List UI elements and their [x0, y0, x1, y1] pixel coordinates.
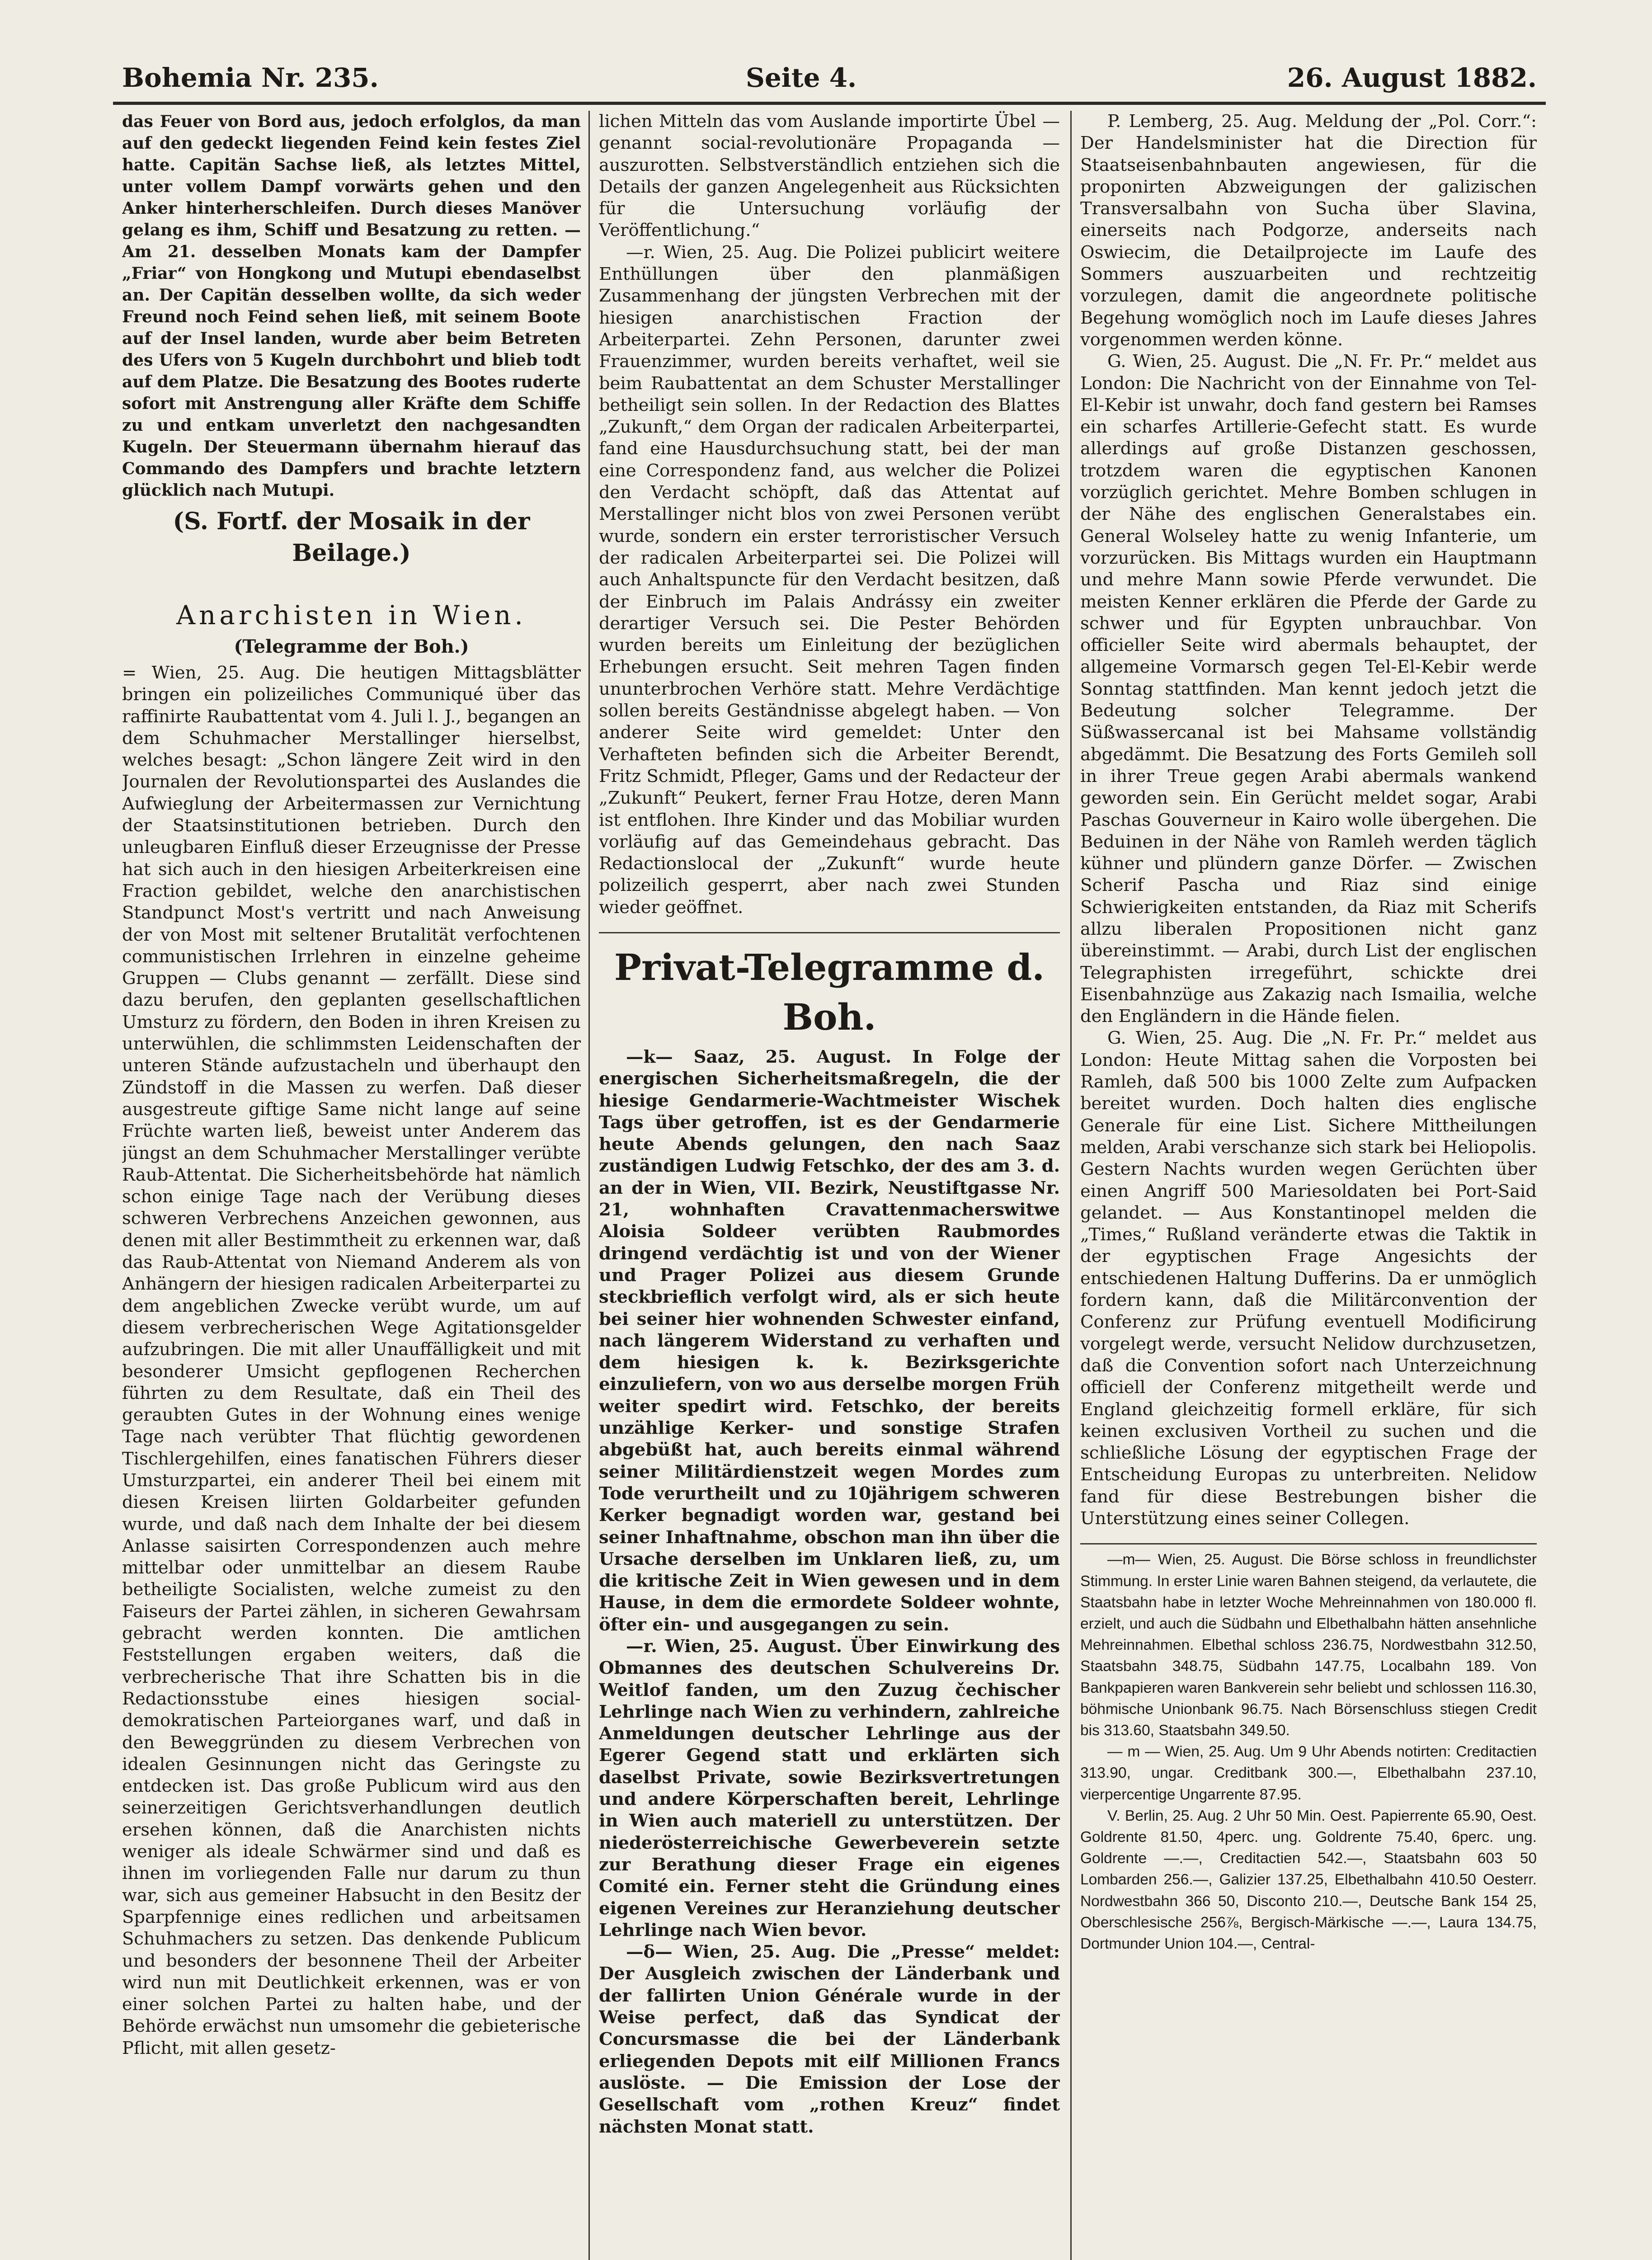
masthead	[113, 59, 1546, 99]
column-2	[599, 111, 1060, 2260]
stock-report-vienna: —m— Wien, 25. August. Die Börse schloss in freundlichster Stimmung. In erster Linie waren Bahnen steigend, da verlautete, die Staatsbahn habe in letzter Woche Mehreinnahmen von 180.000 fl. erzielt, und auch die Südbahn und Elbethalbahn hätten ansehnliche Mehreinnahmen. Elbethal schloss 236.75, Nordwestbahn 312.50, Staatsbahn 348.75, Südbahn 147.75, Localbahn 189. Von Bankpapieren waren Bankverein sehr beliebt und schlossen 116.30, böhmische Unionbank 96.75. Nach Börsenschluss stiegen Credit bis 313.60, Staatsbahn 349.50.	[1080, 1551, 1537, 1739]
column-divider	[588, 111, 590, 2260]
issue-date: 26. August 1882.	[1287, 62, 1537, 93]
stock-report-vienna-evening: — m — Wien, 25. Aug. Um 9 Uhr Abends notirten: Creditactien 313.90, ungar. Creditbank 300.—, Elbethalbahn 237.10, vierpercentige Ungarrente 87.95.	[1080, 1743, 1537, 1803]
newspaper-page	[113, 59, 1546, 2260]
article-vienna-london-1: G. Wien, 25. August. Die „N. Fr. Pr.“ meldet aus London: Die Nachricht von der Einnahme von Tel-El-Kebir ist unwahr, doch fand gestern bei Ramses ein scharfes Artillerie-Gefecht statt. Es wurde allerdings auf große Distanzen geschossen, trotzdem waren die egyptischen Kanonen vorzüglich gerichtet. Mehre Bomben schlugen in der Nähe des englischen Generalstabes ein. General Wolseley hatte zu wenig Infanterie, um vorzurücken. Bis Mittags wurden ein Hauptmann und mehre Mann sowie Pferde verwundet. Die meisten Kenner erklären die Pferde der Garde zu schwer und für Egypten unbrauchbar. Von officieller Seite wird abermals behauptet, der allgemeine Vormarsch gegen Tel-El-Kebir werde Sonntag stattfinden. Man kennt jedoch jetzt die Bedeutung solcher Telegramme. Der Süßwassercanal ist bei Mahsame vollständig abgedämmt. Die Besatzung des Forts Gemileh soll in ihrer Treue gegen Arabi abermals wankend geworden sein. Ein Gerücht meldet sogar, Arabi Paschas Gouverneur in Kairo wolle übergehen. Die Beduinen in der Nähe von Ramleh werden täglich kühner und plündern ganze Dörfer. — Zwischen Scherif Pascha und Riaz sind einige Schwierigkeiten entstanden, da Riaz mit Scherifs allzu liberalen Propositionen nicht ganz übereinstimmt. — Arabi, durch List der englischen Telegraphisten irregeführt, schickte drei Eisenbahnzüge aus Zakazig nach Ismailia, welche den Engländern in die Hände fielen.	[1080, 351, 1537, 1027]
article-continuation: lichen Mitteln das vom Auslande importirte Übel — genannt social-revolutionäre Propaganda — auszurotten. Selbstverständlich entziehen sich die Details der ganzen Angelegenheit aus Rücksichten für die Untersuchung vorläufig der Veröffentlichung.“	[599, 111, 1060, 241]
stock-report-berlin: V. Berlin, 25. Aug. 2 Uhr 50 Min. Oest. Papierrente 65.90, Oest. Goldrente 81.50, 4perc. ung. Goldrente 75.40, 6perc. ung. Goldrente —.—, Creditactien 542.—, Staatsbahn 603 50 Lombarden 256.—, Galizier 137.25, Elbethalbahn 410.50 Oesterr. Nordwestbahn 366 50, Disconto 210.—, Deutsche Bank 154 25, Oberschlesische 256⅞, Bergisch-Märkische —.—, Laura 134.75, Dortmunder Union 104.—, Central-	[1080, 1807, 1537, 1952]
section-divider	[1080, 1543, 1537, 1544]
mosaic-continuation-text: das Feuer von Bord aus, jedoch erfolglos, da man auf den gedeckt liegenden Feind kein festes Ziel hatte. Capitän Sachse ließ, als letztes Mittel, unter vollem Dampf vorwärts gehen und den Anker hinterherschleifen. Durch dieses Manöver gelang es ihm, Schiff und Besatzung zu retten. — Am 21. desselben Monats kam der Dampfer „Friar“ von Hongkong und Mutupi ebendaselbst an. Der Capitän desselben wollte, da sich weder Freund noch Feind sehen ließ, mit seinem Boote auf der Insel landen, wurde aber beim Betreten des Ufers von 5 Kugeln durchbohrt und blieb todt auf dem Platze. Die Besatzung des Bootes ruderte sofort mit Anstrengung aller Kräfte dem Schiffe zu und entkam unverletzt den nachgesandten Kugeln. Der Steuermann übernahm hierauf das Commando des Dampfers und brachte letztern glücklich nach Mutupi.	[122, 112, 581, 500]
section-subtitle-telegrams: (Telegramme der Boh.)	[234, 636, 469, 657]
section-title-private-telegrams: Privat-Telegramme d. Boh.	[614, 946, 1045, 1038]
page-number: Seite 4.	[746, 62, 857, 93]
article-saaz: —k— Saaz, 25. August. In Folge der energischen Sicherheitsmaßregeln, die der hiesige Gendarmerie-Wachtmeister Wischek Tags über getroffen, ist es der Gendarmerie heute Abends gelungen, den nach Saaz zuständigen Ludwig Fetschko, der des am 3. d. an der in Wien, VII. Bezirk, Neustiftgasse Nr. 21, wohnhaften Cravattenmacherswitwe Aloisia Soldeer verübten Raubmordes dringend verdächtig ist und von der Wiener und Prager Polizei aus diesem Grunde steckbrieflich verfolgt wird, als er sich heute bei seiner hier wohnenden Schwester einfand, nach längerem Widerstand zu verhaften und dem hiesigen k. k. Bezirksgerichte einzuliefern, von wo aus derselbe morgen Früh weiter spedirt wird. Fetschko, der bereits unzählige Kerker- und sonstige Strafen abgebüßt hat, auch bereits einmal während seiner Militärdienstzeit wegen Mordes zum Tode verurtheilt und zu 10jährigem schweren Kerker begnadigt worden war, gestand bei seiner Inhaftnahme, obschon man ihn über die Ursache derselben im Unklaren ließ, zu, um die kritische Zeit in Wien gewesen und in dem Hause, in dem die ermordete Soldeer wohnte, öfter ein- und ausgegangen zu sein.	[599, 1046, 1060, 1635]
article-vienna-london-2: G. Wien, 25. Aug. Die „N. Fr. Pr.“ meldet aus London: Heute Mittag sahen die Vorposten bei Ramleh, daß 500 bis 1000 Zelte zum Aufpacken bereitet wurden. Doch halten dies englische Generale für eine List. Sichere Mittheilungen melden, Arabi verschanze sich stark bei Heliopolis. Gestern Nachts wurden wegen Gerüchten über einen Angriff 500 Mariesoldaten bei Port-Said gelandet. — Aus Konstantinopel melden die „Times,“ Rußland veränderte etwas die Taktik in der egyptischen Frage Angesichts der entschiedenen Haltung Dufferins. Da er unmöglich fordern kann, daß die Militärconvention der Conferenz zur Prüfung eventuell Modificirung vorgelegt werde, versucht Nelidow durchzusetzen, daß die Convention sofort nach Unterzeichnung officiell der Conferenz mitgetheilt werde und England gleichzeitig formell erkläre, für sich keinen exclusiven Vortheil zu suchen und die schließliche Lösung der egyptischen Frage der Entscheidung Europas zu unterbreiten. Nelidow fand für diese Bestrebungen bisher die Unterstützung eines seiner Collegen.	[1080, 1028, 1537, 1529]
section-title-anarchists: Anarchisten in Wien.	[176, 600, 527, 631]
article-vienna-school-association: —r. Wien, 25. August. Über Einwirkung des Obmannes des deutschen Schulvereins Dr. Weitlof fanden, um den Zuzug čechischer Lehrlinge nach Wien zu verhindern, zahlreiche Anmeldungen deutscher Lehrlinge aus der Egerer Gegend statt und erklärten sich daselbst Private, sowie Bezirksvertretungen und andere Körperschaften bereit, Lehrlinge in Wien auch materiell zu unterstützen. Der niederösterreichische Gewerbeverein setzte zur Berathung dieser Frage ein eigenes Comité ein. Ferner steht die Gründung eines eigenen Vereines zur Heranziehung deutscher Lehrlinge nach Wien bevor.	[599, 1636, 1060, 1940]
section-divider	[599, 932, 1060, 933]
article-lemberg: P. Lemberg, 25. Aug. Meldung der „Pol. Corr.“: Der Handelsminister hat die Direction für Staatseisenbahnbauten angewiesen, für die proponirten Abzweigungen der galizischen Transversalbahn von Sucha über Slavina, einerseits nach Podgorze, anderseits nach Oswiecim, die Detailprojecte im Laufe des Sommers auszuarbeiten und rechtzeitig vorzulegen, damit die angeordnete politische Begehung womöglich noch im Laufe dieses Jahres vorgenommen werden könne.	[1080, 111, 1537, 350]
continuation-note: (S. Fortf. der Mosaik in der Beilage.)	[173, 508, 530, 567]
issue-number: Bohemia Nr. 235.	[122, 62, 379, 93]
article-anarchists-vienna: = Wien, 25. Aug. Die heutigen Mittagsblätter bringen ein polizeiliches Communiqué über das raffinirte Raubattentat vom 4. Juli l. J., begangen an dem Schuhmacher Merstallinger hierselbst, welches besagt: „Schon längere Zeit wird in den Journalen der Revolutionspartei des Auslandes die Aufwieglung der Arbeitermassen zur Vernichtung der Staatsinstitutionen betrieben. Durch den unleugbaren Einfluß dieser Erzeugnisse der Presse hat sich auch in den hiesigen Arbeiterkreisen eine Fraction gebildet, welche den anarchistischen Standpunct Most's vertritt und nach Anweisung der von Most mit seltener Brutalität verfochtenen communistischen Irrlehren in einzelne geheime Gruppen — Clubs genannt — zerfällt. Diese sind dazu berufen, den geplanten gesellschaftlichen Umsturz zu fördern, den Boden in ihren Kreisen zu unterwühlen, die schlimmsten Leidenschaften der unteren Stände aufzustacheln und überhaupt den Zündstoff in die Massen zu werfen. Daß dieser ausgestreute giftige Same nicht lange auf seine Früchte warten ließ, beweist unter Anderem das jüngst an dem Schuhmacher Merstallinger verübte Raub-Attentat. Die Sicherheitsbehörde hat nämlich schon einige Tage nach der Verübung dieses schweren Verbrechens Anzeichen gewonnen, aus denen mit aller Bestimmtheit zu erkennen war, daß das Raub-Attentat von Niemand Anderem als von Anhängern der hiesigen radicalen Arbeiterpartei zu dem angeblichen Zwecke verübt wurde, um auf diesem verbrecherischen Wege Agitationsgelder aufzubringen. Die mit aller Unauffälligkeit und mit besonderer Umsicht gepflogenen Recherchen führten zu dem Resultate, daß ein Theil des geraubten Gutes in der Wohnung eines wenige Tage nach verübter That flüchtig gewordenen Tischlergehilfen, eines fanatischen Führers dieser Umsturzpartei, ein anderer Theil bei einem mit diesen Kreisen liirten Goldarbeiter gefunden wurde, und daß nach dem Inhalte der bei diesem Anlasse saisirten Correspondenzen auch mehre mittelbar oder unmittelbar an diesem Raube betheiligte Socialisten, welche zumeist zu den Faiseurs der Partei zählen, in sicheren Gewahrsam gebracht werden konnten. Die amtlichen Feststellungen ergaben weiters, daß die verbrecherische That ihre Schatten bis in die Redactionsstube eines hiesigen social-demokratischen Parteiorganes warf, und daß in den Beweggründen zu diesem Verbrechen von idealen Gesinnungen nicht das Geringste zu entdecken ist. Das große Publicum wird aus den seinerzeitigen Gerichtsverhandlungen deutlich ersehen können, daß die Anarchisten nichts weniger als ideale Schwärmer sind und daß es ihnen im vorliegenden Falle nur darum zu thun war, sich aus gemeiner Habsucht in den Besitz der Sparpfennige eines redlichen und arbeitsamen Schuhmachers zu setzen. Das denkende Publicum und besonders der besonnene Theil der Arbeiter wird nun mit Deutlichkeit erkennen, was er von einer solchen Partei zu halten habe, und der Behörde erwächst nun umsomehr die gebieterische Pflicht, mit allen gesetz-	[122, 663, 581, 2058]
column-1	[122, 111, 581, 2260]
article-vienna-police: —r. Wien, 25. Aug. Die Polizei publicirt weitere Enthüllungen über den planmäßigen Zusammenhang der jüngsten Verbrechen mit der hiesigen anarchistischen Fraction der Arbeiterpartei. Zehn Personen, darunter zwei Frauenzimmer, wurden bereits verhaftet, weil sie beim Raubattentat an dem Schuster Merstallinger betheiligt sein sollen. In der Redaction des Blattes „Zukunft,“ dem Organ der radicalen Arbeiterpartei, fand eine Hausdurchsuchung statt, bei der man eine Correspondenz fand, aus welcher die Polizei den Verdacht schöpft, daß das Attentat auf Merstallinger nicht blos von zwei Personen verübt wurde, sondern ein erster terroristischer Versuch der radicalen Arbeiterpartei sei. Die Polizei will auch Anhaltspuncte für den Verdacht besitzen, daß der Einbruch im Palais Andrássy ein zweiter derartiger Versuch sei. Die Pester Behörden wurden bereits um Einleitung der bezüglichen Erhebungen ersucht. Seit mehren Tagen finden ununterbrochen Verhöre statt. Mehre Verdächtige sollen bereits Geständnisse abgelegt haben. — Von anderer Seite wird gemeldet: Unter den Verhafteten befinden sich die Arbeiter Berendt, Fritz Schmidt, Pfleger, Gams und der Redacteur der „Zukunft“ Peukert, ferner Frau Hotze, deren Mann ist entflohen. Ihre Kinder und das Mobiliar wurden vorläufig auf das Gemeindehaus gebracht. Das Redactionslocal der „Zukunft“ wurde heute polizeilich gesperrt, aber nach zwei Stunden wieder geöffnet.	[599, 242, 1060, 918]
article-vienna-laenderbank: —δ— Wien, 25. Aug. Die „Presse“ meldet: Der Ausgleich zwischen der Länderbank und der fallirten Union Générale wurde in der Weise perfect, daß das Syndicat der Concursmasse die bei der Länderbank erliegenden Depots mit eilf Millionen Francs auslöste. — Die Emission der Lose der Gesellschaft vom „rothen Kreuz“ findet nächsten Monat statt.	[599, 1942, 1060, 2137]
column-divider	[1070, 111, 1072, 2260]
column-3	[1080, 111, 1537, 2260]
header-rule	[113, 102, 1546, 105]
